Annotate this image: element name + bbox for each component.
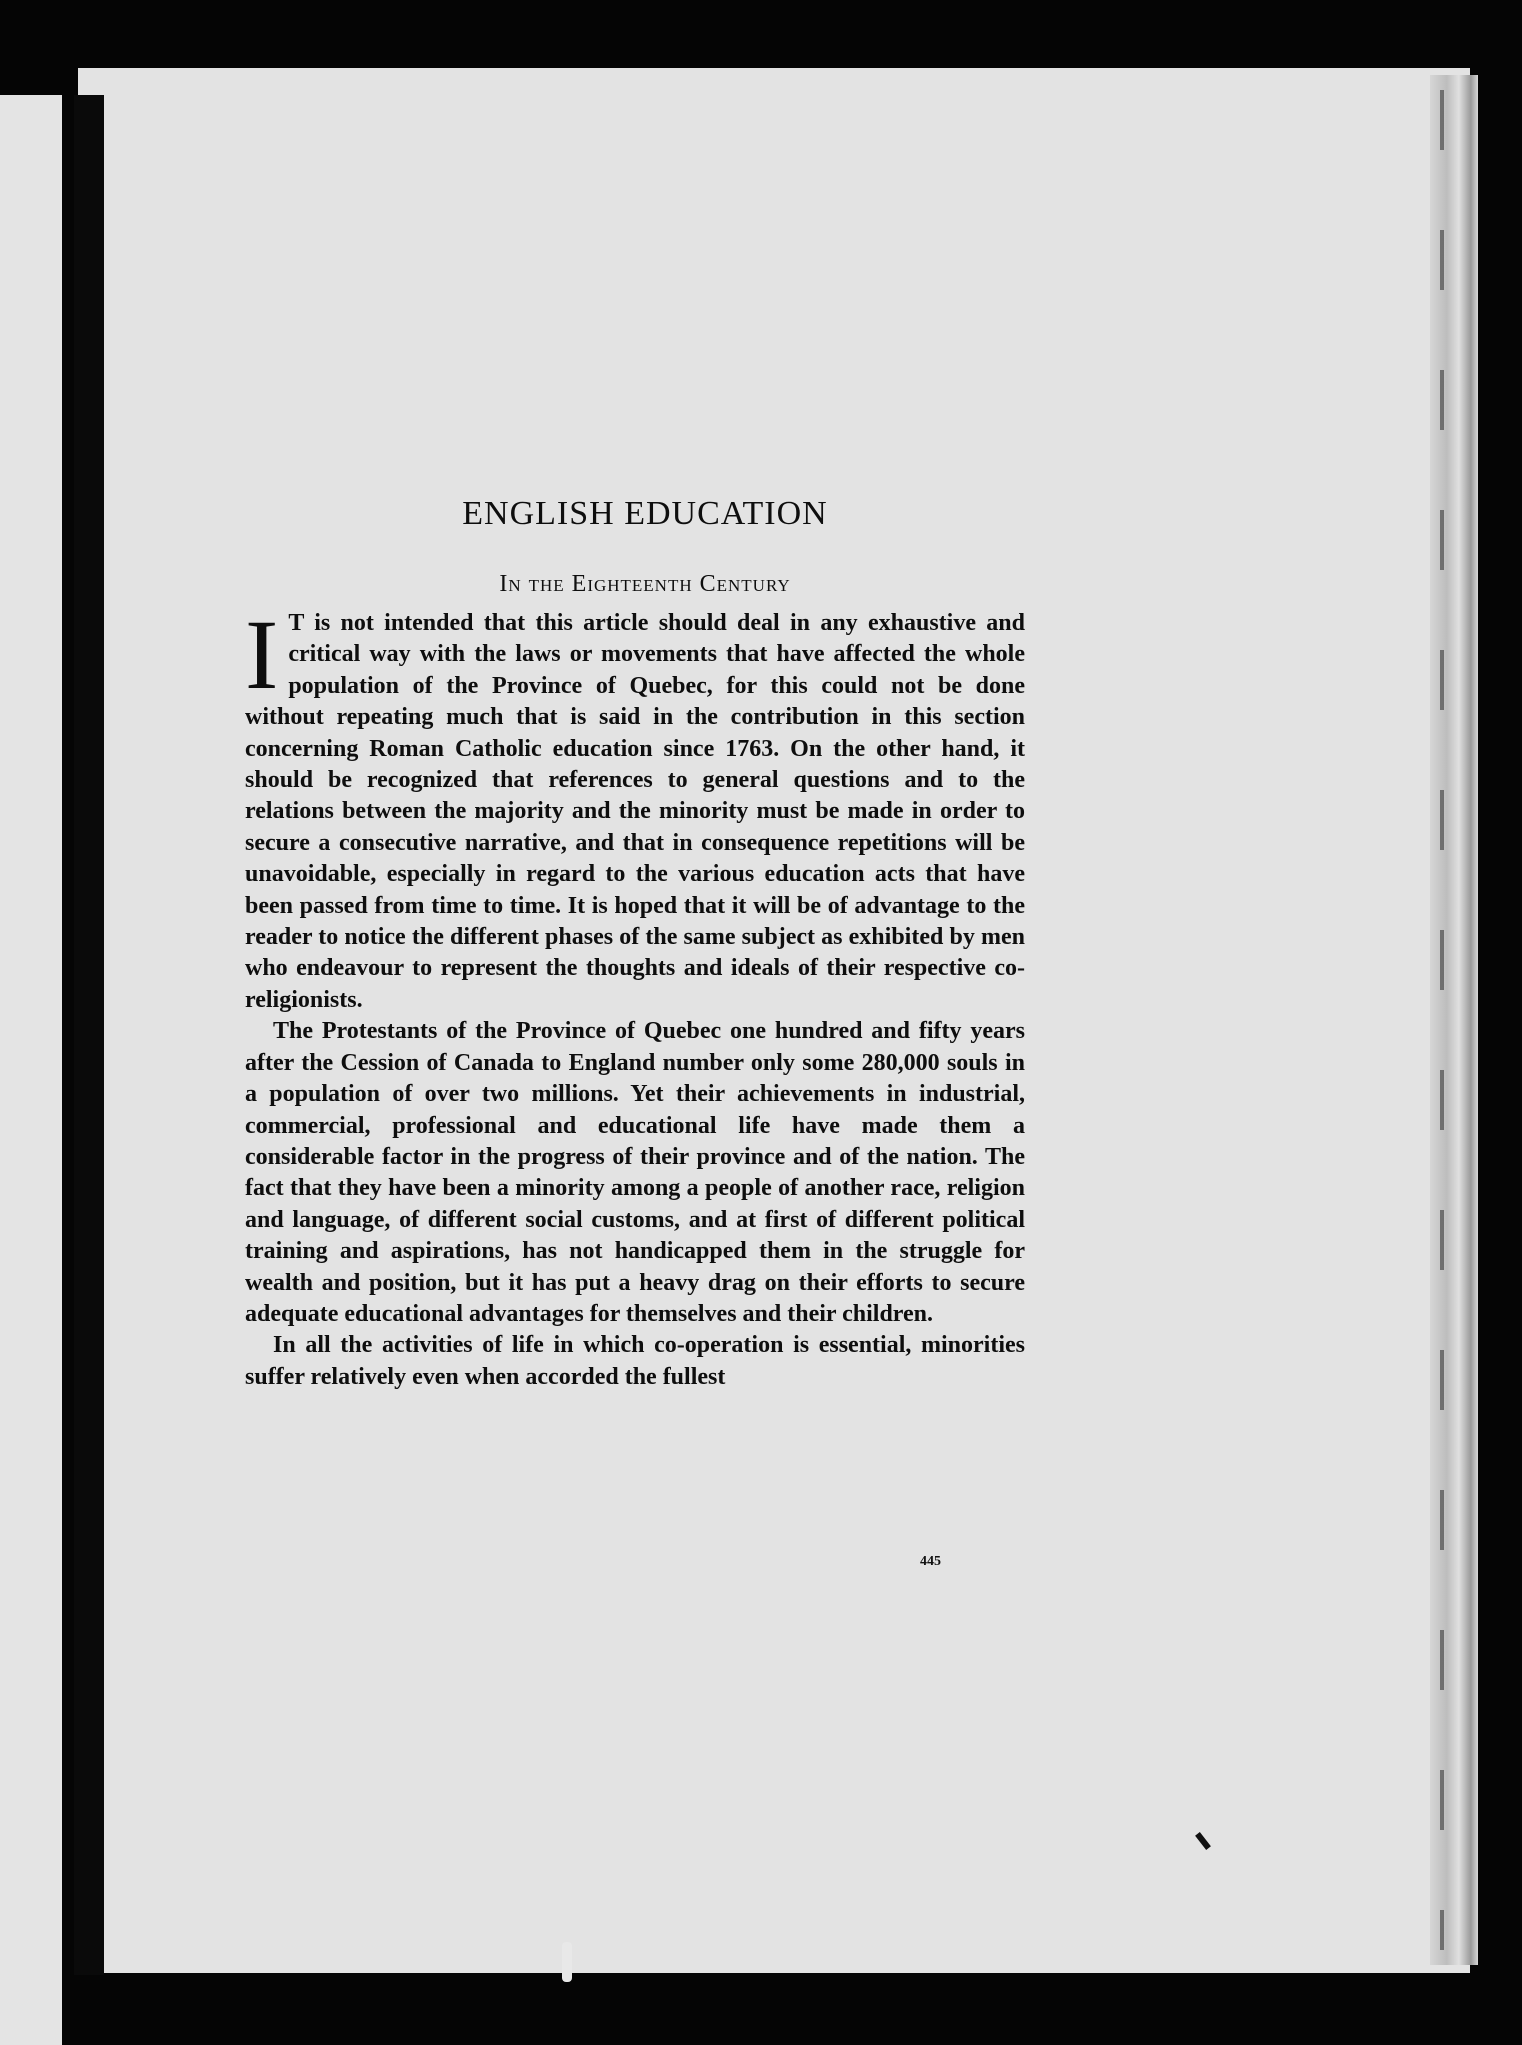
paragraph-1 (245, 599, 1025, 1016)
article-text (245, 495, 1025, 1393)
scan-artifact (562, 1942, 572, 1982)
drop-cap: I (245, 599, 279, 710)
article-title: ENGLISH EDUCATION (462, 495, 828, 532)
page-number: 445 (920, 1554, 941, 1569)
paragraph-2: The Protestants of the Province of Quebec one hundred and fifty years after the Cession of Canada to England number only some 280,000 souls in a population of over two millions. Yet their achievements in industrial, commercial, professional and educational life have made them a considerable factor in the progress of their province and of the nation. The fact that they have been a minority among a people of another race, religion and language, of different social customs, and at first of different political training and aspirations, has not handicapped them in the struggle for wealth and position, but it has put a heavy drag on their efforts to secure adequate educational advantages for themselves and their children. (245, 1018, 1025, 1327)
paragraph-1-text: T is not intended that this article should deal in any exhaustive and critical way with the laws or movements that have affected the whole population of the Province of Quebec, for this could not be done without repeating much that is said in the contribution in this section concerning Roman Catholic education since 1763. On the other hand, it should be recognized that references to general questions and to the relations between the majority and the minority must be made in order to secure a consecutive narrative, and that in consequence repetitions will be unavoidable, especially in regard to the various education acts that have been passed from time to time. It is hoped that it will be of advantage to the reader to notice the different phases of the same subject as exhibited by men who endeavour to represent the thoughts and ideals of their respective co-religionists. (245, 610, 1025, 1013)
facing-page-edge (0, 95, 62, 2045)
article-subtitle: In the Eighteenth Century (499, 571, 791, 597)
page-stack-edge (1430, 75, 1478, 1965)
page-gutter-shadow (74, 95, 104, 1975)
page-stack-lines (1440, 90, 1444, 1950)
paragraph-3: In all the activities of life in which co-operation is essential, minorities suffer relatively even when accorded the fullest (245, 1332, 1025, 1390)
